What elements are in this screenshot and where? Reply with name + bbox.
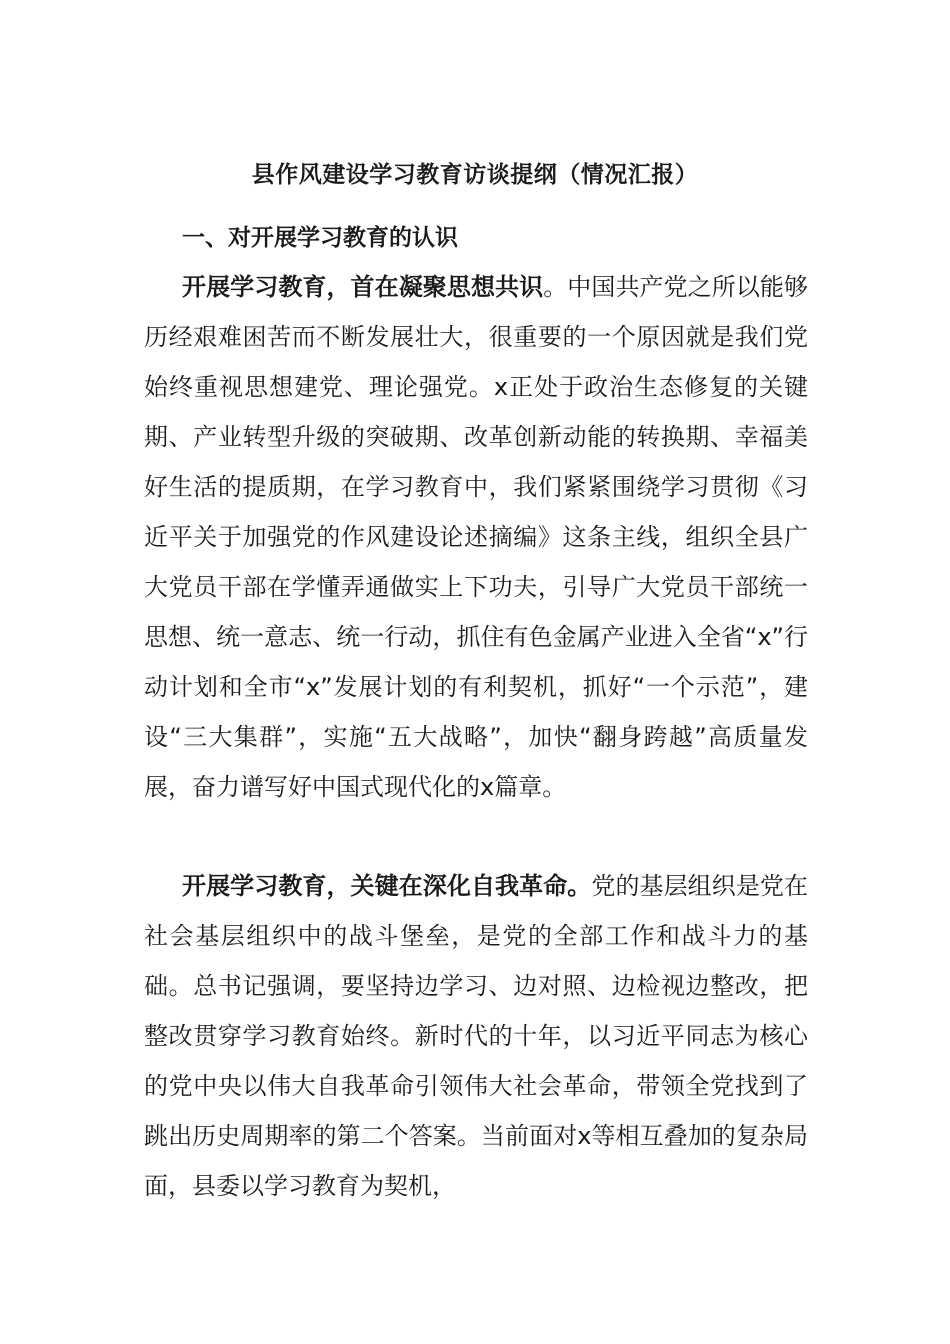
document-title: 县作风建设学习教育访谈提纲（情况汇报） [251, 162, 699, 188]
paragraph-1-body: 。中国共产党之所以能够历经艰难困苦而不断发展壮大，很重要的一个原因就是我们党始终重视思想建党、理论强党。x正处于政治生态修复的关键期、产业转型升级的突破期、改革创新动能的转换期、幸福美好生活的提质期，在学习教育中，我们紧紧围绕学习贯彻《习近平关于加强党的作风建设论述摘编》这条主线，组织全县广大党员干部在学懂弄通做实上下功夫，引导广大党员干部统一思想、统一意志、统一行动，抓住有色金属产业进入全省“x”行动计划和全市“x”发展计划的有利契机，抓好“一个示范”，建设“三大集群”，实施“五大战略”，加快“翻身跨越”高质量发展，奋力谱写好中国式现代化的x篇章。 [144, 273, 809, 801]
paragraph-2-body: 党的基层组织是党在社会基层组织中的战斗堡垒，是党的全部工作和战斗力的基础。总书记强调，要坚持边学习、边对照、边检视边整改，把整改贯穿学习教育始终。新时代的十年，以习近平同志为核心的党中央以伟大自我革命引领伟大社会革命，带领全党找到了跳出历史周期率的第二个答案。当前面对x等相互叠加的复杂局面，县委以学习教育为契机， [144, 872, 808, 1200]
paragraph-1-lead: 开展学习教育，首在凝聚思想共识 [182, 273, 544, 301]
section-heading: 一、对开展学习教育的认识 [182, 225, 458, 251]
paragraph-2-lead: 开展学习教育，关键在深化自我革命。 [182, 872, 592, 900]
paragraph-1 [144, 262, 808, 812]
paragraph-2 [144, 861, 808, 1211]
